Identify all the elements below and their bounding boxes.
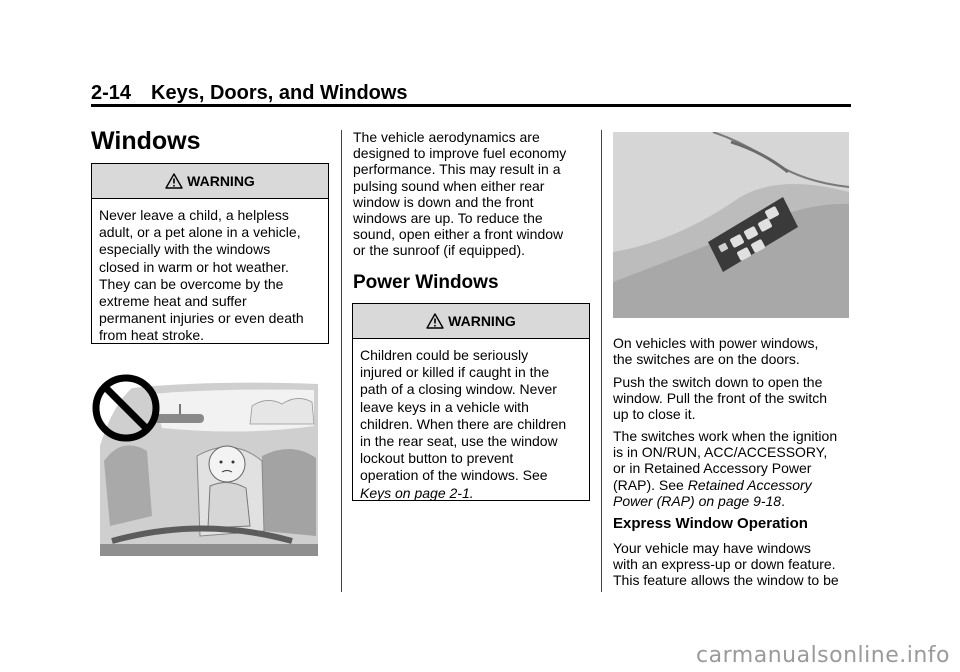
text-line: or in Retained Accessory Power bbox=[613, 460, 812, 477]
column-divider-1 bbox=[341, 130, 342, 592]
warning-text bbox=[353, 339, 589, 502]
power-windows-paragraph-2 bbox=[613, 374, 863, 423]
warning-label: WARNING bbox=[187, 173, 255, 189]
warning-line: path of a closing window. Never bbox=[360, 381, 557, 398]
warning-line: in the rear seat, use the window bbox=[360, 433, 558, 450]
warning-line: injured or killed if caught in the bbox=[360, 364, 550, 381]
page-header bbox=[91, 82, 408, 105]
section-heading-express-window: Express Window Operation bbox=[613, 515, 808, 532]
text-line: window is down and the front bbox=[353, 193, 534, 210]
warning-line: adult, or a pet alone in a vehicle, bbox=[99, 224, 301, 241]
warning-line: from heat stroke. bbox=[99, 327, 205, 344]
text-line bbox=[613, 493, 863, 509]
text-line: designed to improve fuel economy bbox=[353, 145, 567, 162]
door-window-switch-image bbox=[613, 132, 849, 318]
text-line: windows are up. To reduce the bbox=[353, 210, 543, 227]
text-line: Your vehicle may have windows bbox=[613, 540, 811, 556]
warning-box-children-window bbox=[352, 303, 590, 501]
warning-line: operation of the windows. See bbox=[360, 467, 548, 484]
keys-link[interactable]: Keys on page 2-1. bbox=[360, 484, 474, 501]
aerodynamics-paragraph bbox=[353, 129, 593, 259]
power-windows-paragraph-3 bbox=[613, 428, 863, 509]
watermark: carmanualsonline.info bbox=[696, 643, 950, 668]
section-heading-power-windows: Power Windows bbox=[353, 272, 499, 293]
text-line: This feature allows the window to be bbox=[613, 572, 839, 589]
warning-triangle-icon bbox=[426, 313, 444, 329]
warning-line: especially with the windows bbox=[99, 241, 271, 258]
rap-link-part-1[interactable]: Retained Accessory bbox=[687, 476, 812, 493]
section-title: Keys, Doors, and Windows bbox=[151, 82, 408, 104]
page-number: 2-14 bbox=[91, 82, 132, 104]
text-line: pulsing sound when either rear bbox=[353, 177, 545, 194]
column-divider-2 bbox=[601, 130, 602, 592]
power-windows-paragraph-1 bbox=[613, 335, 863, 367]
warning-header bbox=[92, 164, 328, 199]
text-line: is in ON/RUN, ACC/ACCESSORY, bbox=[613, 444, 828, 461]
text-line: performance. This may result in a bbox=[353, 161, 561, 178]
warning-header bbox=[353, 304, 589, 339]
warning-line: extreme heat and suffer bbox=[99, 293, 247, 310]
warning-line: lockout button to prevent bbox=[360, 450, 514, 467]
warning-line: They can be overcome by the bbox=[99, 275, 284, 292]
text-line bbox=[613, 477, 863, 493]
express-window-paragraph bbox=[613, 540, 863, 589]
warning-label: WARNING bbox=[448, 313, 516, 329]
text-line: or the sunroof (if equipped). bbox=[353, 242, 525, 259]
text-line: On vehicles with power windows, bbox=[613, 335, 819, 351]
text-line: Push the switch down to open the bbox=[613, 374, 823, 390]
warning-box-children-heat bbox=[91, 163, 329, 344]
warning-line: Never leave a child, a helpless bbox=[99, 207, 289, 223]
text-line: The vehicle aerodynamics are bbox=[353, 129, 540, 145]
warning-line: closed in warm or hot weather. bbox=[99, 258, 289, 275]
warning-line: Children could be seriously bbox=[360, 347, 529, 363]
text-line: window. Pull the front of the switch bbox=[613, 390, 827, 407]
text-line: up to close it. bbox=[613, 406, 696, 423]
period: . bbox=[781, 492, 785, 509]
rap-link-part-2[interactable]: Power (RAP) on page 9-18 bbox=[613, 492, 782, 509]
warning-line: permanent injuries or even death bbox=[99, 310, 304, 327]
text-line: with an express-up or down feature. bbox=[613, 556, 836, 573]
see-text: (RAP). See bbox=[613, 476, 688, 493]
warning-line: children. When there are children bbox=[360, 415, 567, 432]
child-in-car-illustration bbox=[92, 366, 320, 556]
text-line: The switches work when the ignition bbox=[613, 428, 838, 444]
warning-text bbox=[92, 199, 328, 345]
text-line: the switches are on the doors. bbox=[613, 351, 800, 368]
text-line: sound, open either a front window bbox=[353, 226, 564, 243]
page-title: Windows bbox=[91, 127, 201, 155]
header-rule bbox=[91, 104, 851, 107]
warning-line: leave keys in a vehicle with bbox=[360, 398, 529, 415]
warning-triangle-icon bbox=[165, 173, 183, 189]
